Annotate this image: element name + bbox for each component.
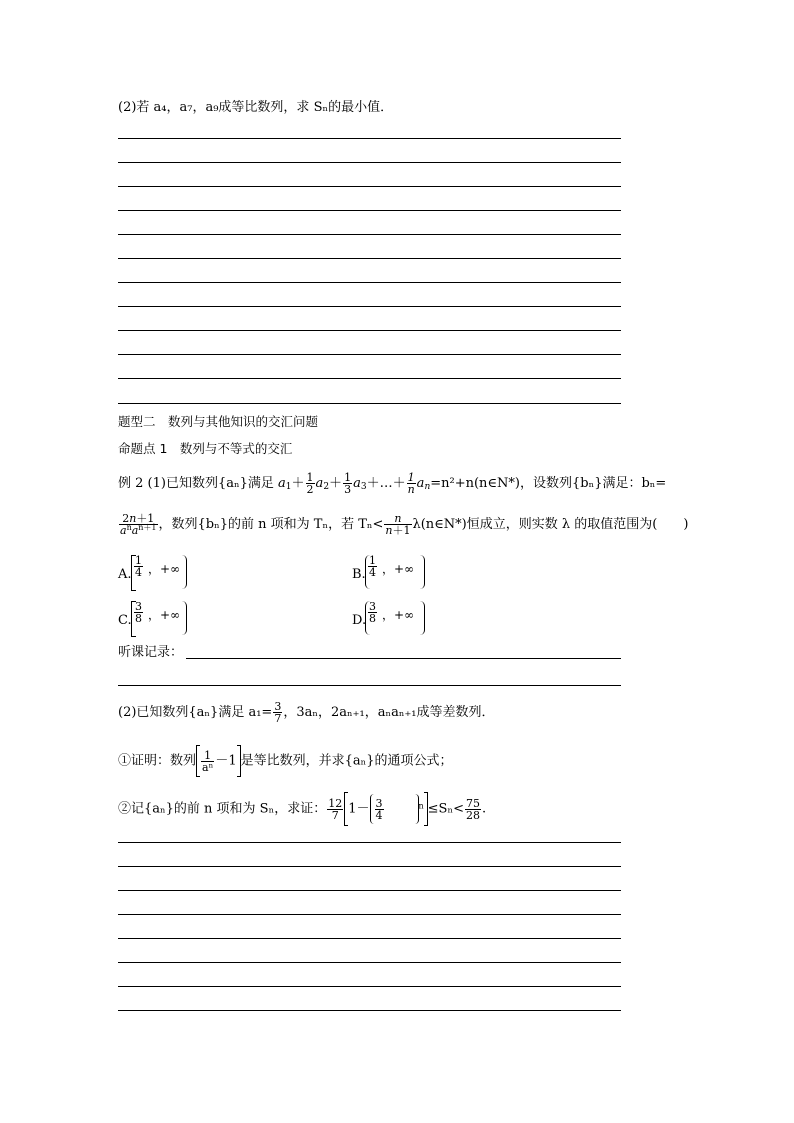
right-paren [420,555,425,589]
option-inf: ，+∞ [148,562,181,576]
option-den: 4 [135,566,142,579]
option-den: 8 [369,612,376,625]
sub2-f3-num: 75 [465,796,480,810]
example-part2-prefix: (2)已知数列{aₙ}满足 a₁= [118,705,273,720]
answer-line [118,330,621,331]
sub2-exp: n [418,801,424,811]
option-d[interactable] [352,601,452,641]
option-label: A. [118,567,132,582]
example-label: 例 2 [118,476,144,491]
example-part1-line1: 例 2 (1)已知数列{aₙ}满足 $a_1+$ $\frac{1}{2}$ $a_2+$ $\frac{1}{3}$ $a_3+\dots+$ $\frac{1}{n}$ $a_n=n^2+n(n\in N*)$，设数列{bₙ}满足：bₙ= [118,471,667,496]
answer-line [118,842,621,843]
notes-label: 听课记录： [118,645,184,660]
option-inf: ，+∞ [382,608,415,622]
answer-line [118,210,621,211]
option-num: 3 [369,600,376,613]
answer-line [118,354,621,355]
option-label: B. [352,567,366,582]
answer-line [118,234,621,235]
sub-question-2 [118,792,486,826]
option-c[interactable] [118,601,218,641]
answer-line [118,282,621,283]
answer-line [118,866,621,867]
example-part1-prefix: (1)已知数列{aₙ}满足 [147,476,274,491]
sub2-prefix: ②记{aₙ}的前 n 项和为 Sₙ，求证： [118,801,327,817]
option-inf: ，+∞ [382,562,415,576]
sub2-f1-den: 7 [327,809,343,821]
option-num: 1 [369,554,376,567]
sub1-prefix: ①证明：数列 [118,753,197,769]
option-label: C. [118,613,132,628]
sub2-f2-den: 4 [375,808,383,822]
question-part2: (2)若 a₄，a₇，a₉成等比数列，求 Sₙ的最小值． [118,100,394,115]
example-part1-line2-end: λ(n∈N*)恒成立，则实数 λ 的取值范围为( ) [412,517,689,532]
option-num: 1 [135,554,142,567]
a1-den: 7 [274,712,282,725]
sub2-f3-den: 28 [465,808,480,822]
sub2-f1-num: 12 [328,796,343,810]
answer-line [118,378,621,379]
answer-line [118,938,621,939]
sub2-mid: ≤Sₙ< [427,801,464,817]
option-label: D. [352,613,367,628]
right-paren [182,555,187,589]
answer-line [118,890,621,891]
sub2-one-minus: 1－ [348,801,370,817]
right-paren [182,601,187,635]
answer-line [118,986,621,987]
answer-line [118,403,621,404]
example-part1-line2-mid: ，数列{bₙ}的前 n 项和为 Tₙ，若 Tₙ< [158,517,384,532]
notes-line [186,658,621,659]
example-part2-line [118,698,495,728]
option-inf: ，+∞ [148,608,181,622]
answer-line [118,258,621,259]
answer-line [118,138,621,139]
notes-line [118,685,621,686]
option-a[interactable] [118,555,218,595]
option-num: 3 [135,600,142,613]
sub1-num: 1 [204,748,212,762]
example-part1-line2: $\frac{2n+1}{a^na^{n+1}}$ ，数列{bₙ}的前 n 项和为 Tₙ，若 Tₙ< $\frac{n}{n+1}$ λ(n∈N*)恒成立，则实数 λ 的取值范围为( ) [120,512,689,537]
sub1-den: aⁿ [202,760,214,774]
answer-line [118,962,621,963]
example-part1-condition: =n²+n(n∈N*)，设数列{bₙ}满足：bₙ= [430,476,667,491]
sub2-f2-num: 3 [375,796,383,810]
option-den: 4 [369,566,376,579]
section-heading: 题型二 数列与其他知识的交汇问题 [118,414,319,429]
sub-question-1 [118,745,453,777]
answer-line [118,306,621,307]
subsection-heading: 命题点 1 数列与不等式的交汇 [118,441,293,456]
left-paren [370,794,374,824]
sub1-suffix: 是等比数列，并求{aₙ}的通项公式； [240,753,453,769]
example-part2-suffix: ，3aₙ，2aₙ₊₁，aₙaₙ₊₁成等差数列． [283,705,495,720]
answer-line [118,162,621,163]
option-b[interactable] [352,555,452,595]
left-brace [196,745,200,777]
answer-line [118,914,621,915]
sub1-minus: －1 [215,753,237,769]
right-paren [420,601,425,635]
option-den: 8 [135,612,142,625]
answer-line [118,1010,621,1011]
a1-num: 3 [274,700,282,713]
answer-line [118,186,621,187]
sub2-end: . [481,801,487,817]
